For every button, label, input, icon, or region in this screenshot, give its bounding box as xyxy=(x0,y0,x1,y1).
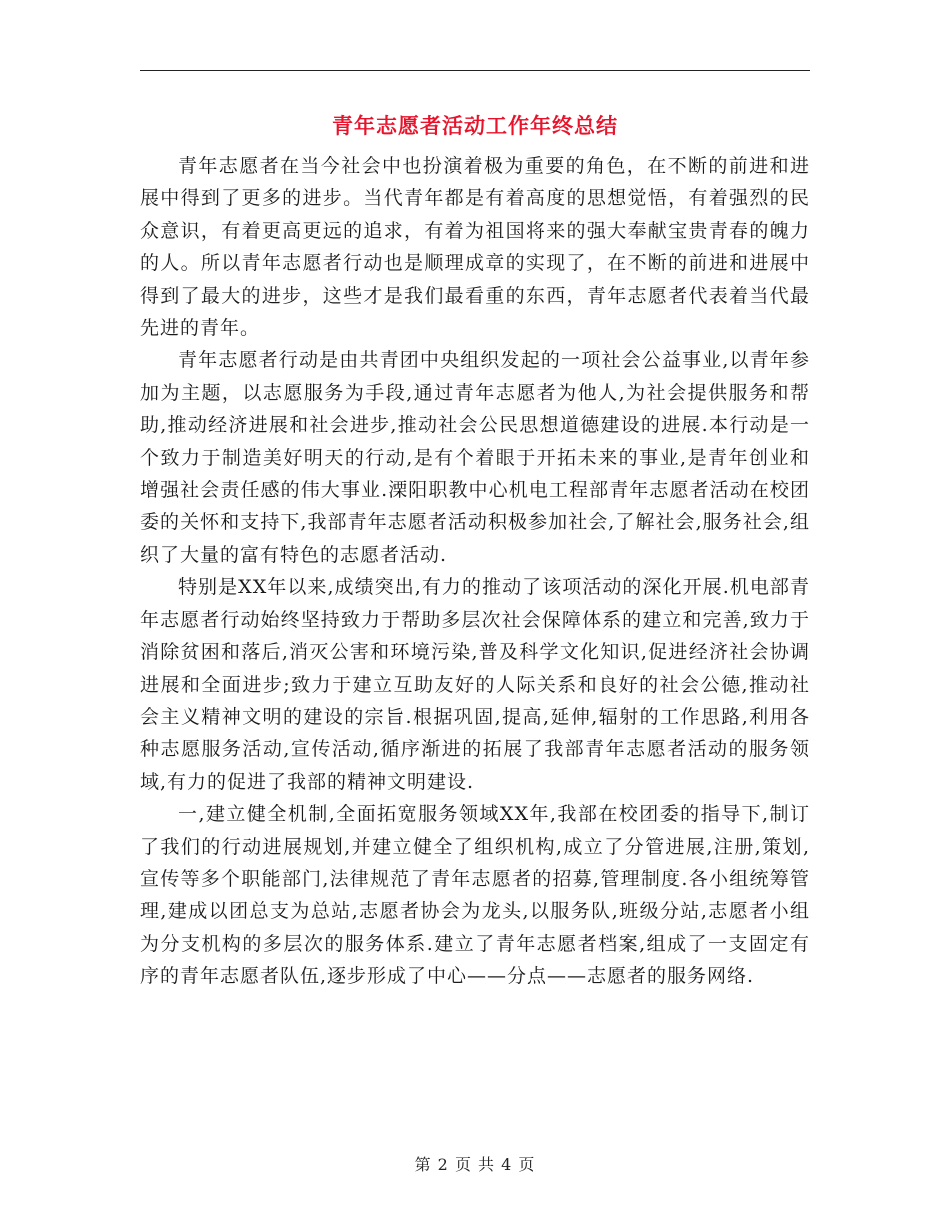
header-rule xyxy=(140,70,810,71)
paragraph-2: 青年志愿者行动是由共青团中央组织发起的一项社会公益事业,以青年参加为主题，以志愿服务为手段,通过青年志愿者为他人,为社会提供服务和帮助,推动经济进展和社会进步,推动社会公民思想道德建设的进展.本行动是一个致力于制造美好明天的行动,是有个着眼于开拓未来的事业,是青年创业和增强社会责任感的伟大事业.溧阳职教中心机电工程部青年志愿者活动在校团委的关怀和支持下,我部青年志愿者活动积极参加社会,了解社会,服务社会,组织了大量的富有特色的志愿者活动. xyxy=(140,349,810,566)
paragraph-1: 青年志愿者在当今社会中也扮演着极为重要的角色，在不断的前进和进展中得到了更多的进步。当代青年都是有着高度的思想觉悟，有着强烈的民众意识，有着更高更远的追求，有着为祖国将来的强大奉献宝贵青春的魄力的人。所以青年志愿者行动也是顺理成章的实现了，在不断的前进和进展中得到了最大的进步，这些才是我们最看重的东西，青年志愿者代表着当代最先进的青年。 xyxy=(140,155,810,340)
document-title: 青年志愿者活动工作年终总结 xyxy=(332,113,618,138)
paragraph-3: 特别是XX年以来,成绩突出,有力的推动了该项活动的深化开展.机电部青年志愿者行动始终坚持致力于帮助多层次社会保障体系的建立和完善,致力于消除贫困和落后,消灭公害和环境污染,普及科学文化知识,促进经济社会协调进展和全面进步;致力于建立互助友好的人际关系和良好的社会公德,推动社会主义精神文明的建设的宗旨.根据巩固,提高,延伸,辐射的工作思路,利用各种志愿服务活动,宣传活动,循序渐进的拓展了我部青年志愿者活动的服务领域,有力的促进了我部的精神文明建设. xyxy=(140,576,810,793)
page-number: 第 2 页 共 4 页 xyxy=(414,1155,536,1174)
document-body xyxy=(140,150,810,993)
paragraph-4: 一,建立健全机制,全面拓宽服务领域XX年,我部在校团委的指导下,制订了我们的行动进展规划,并建立健全了组织机构,成立了分管进展,注册,策划,宣传等多个职能部门,法律规范了青年志愿者的招募,管理制度.各小组统筹管理,建成以团总支为总站,志愿者协会为龙头,以服务队,班级分站,志愿者小组为分支机构的多层次的服务体系.建立了青年志愿者档案,组成了一支固定有序的青年志愿者队伍,逐步形成了中心——分点——志愿者的服务网络. xyxy=(140,803,810,988)
